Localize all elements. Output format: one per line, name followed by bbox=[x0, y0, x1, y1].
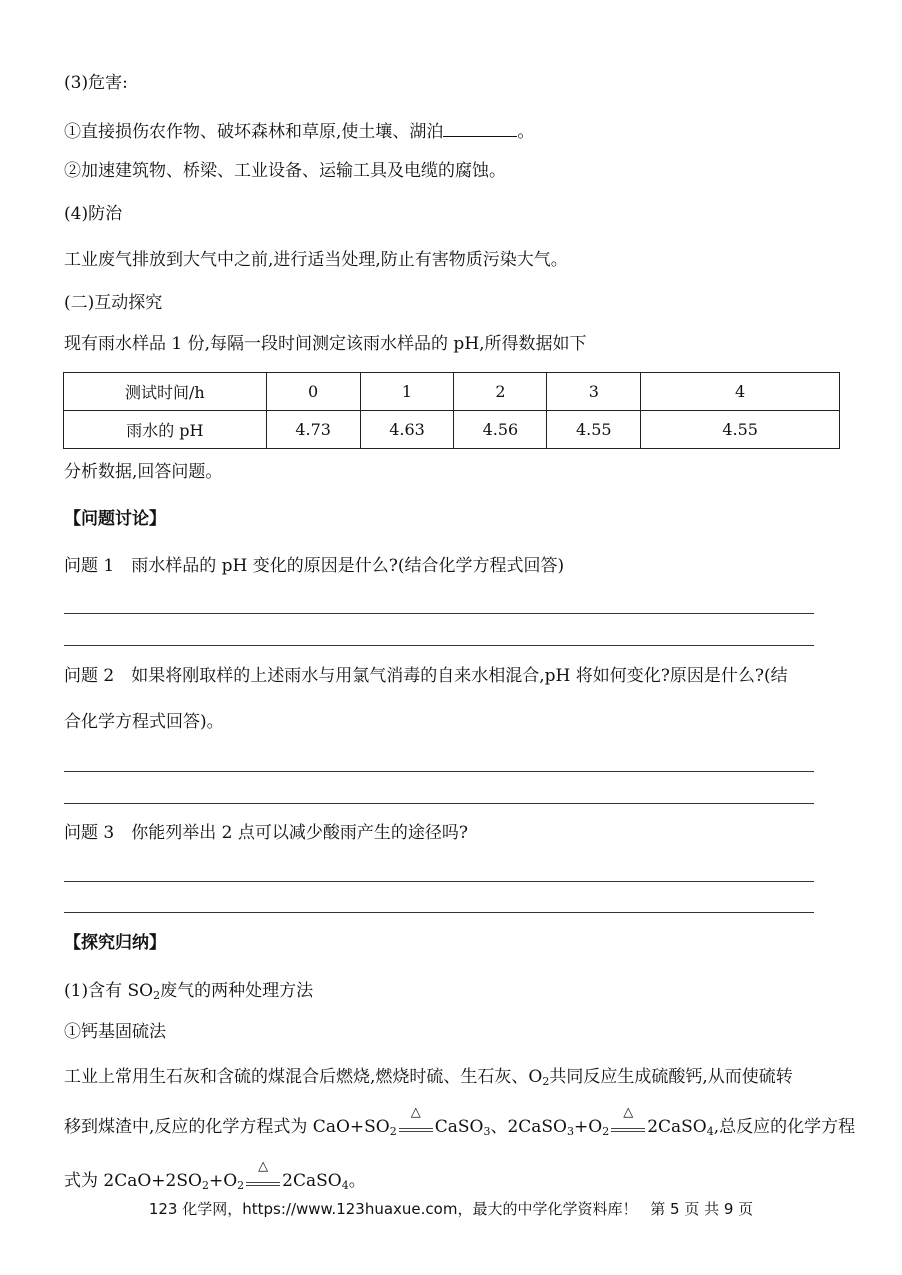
interactive-intro: 现有雨水样品 1 份,每隔一段时间测定该雨水样品的 pH,所得数据如下 bbox=[64, 334, 587, 354]
after-table-text: 分析数据,回答问题。 bbox=[64, 462, 223, 482]
table-cell: 4.55 bbox=[641, 411, 840, 449]
heat-triangle-icon: △ bbox=[410, 1104, 421, 1120]
text-fragment: (1)含有 SO bbox=[64, 981, 154, 1001]
harm-item-1-text: ①直接损伤农作物、破坏森林和草原,使土壤、湖泊 bbox=[64, 122, 444, 142]
summary-heading: 【探究归纳】 bbox=[64, 933, 166, 953]
text-fragment: 式为 2CaO+2SO bbox=[64, 1171, 202, 1191]
table-cell: 2 bbox=[454, 373, 547, 411]
text-fragment: 工业上常用生石灰和含硫的煤混合后燃烧,燃烧时硫、生石灰、O bbox=[64, 1067, 543, 1087]
answer-line bbox=[64, 613, 814, 614]
question-1: 问题 1 雨水样品的 pH 变化的原因是什么?(结合化学方程式回答) bbox=[64, 556, 565, 576]
footer-site: 123 化学网，https://www.123huaxue.com，最大的中学化学资料库！ bbox=[148, 1200, 638, 1218]
subscript: 3 bbox=[483, 1125, 491, 1138]
answer-line bbox=[64, 771, 814, 772]
text-fragment: +O bbox=[208, 1171, 238, 1191]
section3-heading: (3)危害: bbox=[64, 73, 128, 93]
fill-in-blank bbox=[443, 120, 517, 137]
answer-line bbox=[64, 645, 814, 646]
table-cell: 4.73 bbox=[266, 411, 360, 449]
paragraph-line-2 bbox=[64, 1104, 856, 1138]
question-3: 问题 3 你能列举出 2 点可以减少酸雨产生的途径吗? bbox=[64, 823, 468, 843]
heat-triangle-icon: △ bbox=[258, 1158, 269, 1174]
table-cell: 雨水的 pH bbox=[64, 411, 267, 449]
table-row-time bbox=[64, 373, 840, 411]
subscript: 2 bbox=[237, 1179, 245, 1192]
question-2-line-2: 合化学方程式回答)。 bbox=[64, 712, 224, 732]
interactive-heading: (二)互动探究 bbox=[64, 293, 163, 313]
harm-item-1 bbox=[64, 120, 534, 143]
text-fragment: +O bbox=[574, 1117, 603, 1137]
summary-point-1 bbox=[64, 980, 313, 1002]
prevention-text: 工业废气排放到大气中之前,进行适当处理,防止有害物质污染大气。 bbox=[64, 250, 568, 270]
paragraph-line-1 bbox=[64, 1066, 793, 1088]
heat-reaction-sign bbox=[397, 1104, 435, 1138]
text-fragment: 。 bbox=[348, 1171, 366, 1191]
heat-reaction-sign bbox=[244, 1158, 282, 1192]
harm-item-1-end: 。 bbox=[517, 122, 535, 142]
table-cell: 4.63 bbox=[360, 411, 454, 449]
answer-line bbox=[64, 912, 814, 913]
table-cell: 测试时间/h bbox=[64, 373, 267, 411]
table-cell: 3 bbox=[547, 373, 641, 411]
footer-page-number: 第 5 页 共 9 页 bbox=[650, 1200, 754, 1218]
discussion-heading: 【问题讨论】 bbox=[64, 509, 166, 529]
text-fragment: ,总反应的化学方程 bbox=[713, 1117, 856, 1137]
heat-reaction-sign bbox=[609, 1104, 647, 1138]
table-cell: 0 bbox=[266, 373, 360, 411]
table-row-ph bbox=[64, 411, 840, 449]
subscript: 2 bbox=[201, 1179, 209, 1192]
ph-data-table bbox=[63, 372, 840, 449]
answer-line bbox=[64, 881, 814, 882]
subscript: 2 bbox=[542, 1075, 550, 1088]
heat-triangle-icon: △ bbox=[623, 1104, 634, 1120]
table-cell: 4 bbox=[641, 373, 840, 411]
section4-heading: (4)防治 bbox=[64, 204, 123, 224]
question-2-line-1: 问题 2 如果将刚取样的上述雨水与用氯气消毒的自来水相混合,pH 将如何变化?原因是什么?(结 bbox=[64, 666, 788, 686]
text-fragment: 废气的两种处理方法 bbox=[160, 981, 314, 1001]
page-footer bbox=[0, 1198, 902, 1219]
paragraph-line-3 bbox=[64, 1158, 366, 1192]
text-fragment: 移到煤渣中,反应的化学方程式为 CaO+SO bbox=[64, 1117, 390, 1137]
table-cell: 4.56 bbox=[454, 411, 547, 449]
table-cell: 1 bbox=[360, 373, 454, 411]
text-fragment: 、2CaSO bbox=[490, 1117, 567, 1137]
answer-line bbox=[64, 803, 814, 804]
text-fragment: 2CaSO bbox=[282, 1171, 342, 1191]
subscript: 2 bbox=[153, 989, 161, 1002]
subscript: 3 bbox=[567, 1125, 574, 1138]
subscript: 2 bbox=[602, 1125, 610, 1138]
subscript: 4 bbox=[341, 1179, 349, 1192]
harm-item-2: ②加速建筑物、桥梁、工业设备、运输工具及电缆的腐蚀。 bbox=[64, 161, 506, 181]
method-1-title: ①钙基固硫法 bbox=[64, 1022, 166, 1042]
table-cell: 4.55 bbox=[547, 411, 641, 449]
subscript: 4 bbox=[706, 1125, 714, 1138]
text-fragment: 共同反应生成硫酸钙,从而使硫转 bbox=[549, 1067, 793, 1087]
subscript: 2 bbox=[389, 1125, 397, 1138]
text-fragment: CaSO bbox=[434, 1117, 484, 1137]
text-fragment: 2CaSO bbox=[647, 1117, 707, 1137]
